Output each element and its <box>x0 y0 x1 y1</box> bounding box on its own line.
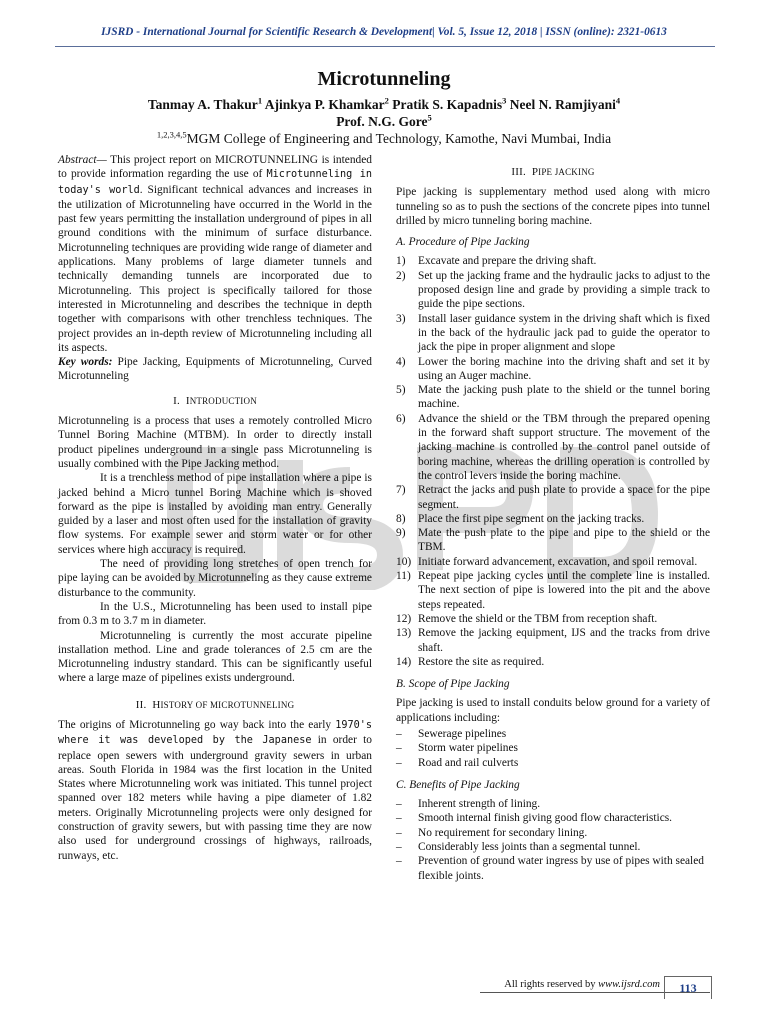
list-item-text: Storm water pipelines <box>418 742 518 755</box>
section-title: IPE JACKING <box>538 167 595 177</box>
section-title: P <box>531 166 539 178</box>
step-number: 11) <box>396 570 411 583</box>
section-title: ISTORY OF MICROTUNNELING <box>160 699 295 710</box>
step-number: 4) <box>396 355 406 368</box>
list-item <box>396 854 710 883</box>
section-number: III. <box>511 166 526 178</box>
history-text: The origins of Microtunneling go way back into the early <box>58 718 336 731</box>
page-number: 113 <box>664 976 712 999</box>
procedure-step <box>396 254 710 268</box>
list-item <box>396 840 710 854</box>
step-number: 14) <box>396 655 412 668</box>
footer-rights <box>504 979 660 990</box>
subsection-heading-procedure: A. Procedure of Pipe Jacking <box>396 236 530 249</box>
author-sup: 1 <box>257 95 263 106</box>
step-text: Initiate forward advancement, excavation, and spoil removal. <box>418 555 698 568</box>
step-number: 12) <box>396 612 412 625</box>
section-heading-introduction <box>58 394 372 408</box>
section-number: I. <box>173 394 180 407</box>
procedure-step <box>396 383 710 412</box>
abstract-text: . Significant technical advances and increases in the utilization of Microtunneling have occurred in the World in the past few years permitting the installation underground of pipes in all ground conditions with the minimum of surface disturbance. Microtunneling techniques are providing wide range of diameter and applications. Many problems of large diameter tunnels and technically demanding tunnels are incorporated due to Microtunneling. This project is specifically tailored for those interested in Microtunneling and describes the technique in depth together with comparisons with other trenchless techniques. The project provides an in-depth review of Microtunneling including all its aspects. <box>58 183 372 354</box>
step-number: 6) <box>396 412 406 425</box>
list-item-text: Prevention of ground water ingress by use of pipes with sealed flexible joints. <box>418 855 704 882</box>
list-item-text: Sewerage pipelines <box>418 727 507 740</box>
step-text: Remove the jacking equipment, IJS and the tracks from drive shaft. <box>418 627 710 654</box>
affiliation-sup: 1,2,3,4,5 <box>156 129 187 140</box>
journal-header: IJSRD - International Journal for Scientific Research & Development| Vol. 5, Issue 12, 2018 | ISSN (online): 2321-0613 <box>101 26 667 38</box>
list-item-text: No requirement for secondary lining. <box>418 826 588 839</box>
section-number: II. <box>135 698 147 711</box>
paragraph <box>58 718 372 863</box>
list-item-text: Inherent strength of lining. <box>418 798 541 811</box>
step-number: 9) <box>396 527 406 540</box>
left-column <box>58 153 372 863</box>
step-text: Excavate and prepare the driving shaft. <box>418 255 597 268</box>
step-text: Retract the jacks and push plate to provide a space for the pipe segment. <box>418 484 710 511</box>
keywords-label: Key words: <box>58 356 113 369</box>
section-title: I <box>185 394 190 407</box>
dash-bullet: – <box>396 826 402 839</box>
step-text: Install laser guidance system in the driving shaft which is fixed in the back of the hydraulic jack pad to guide the operator to jack the pipe in proper alignment and slope <box>418 312 710 354</box>
step-text: Mate the jacking push plate to the shield or the tunnel boring machine. <box>418 384 710 411</box>
section-heading-pipe-jacking <box>396 165 710 179</box>
step-number: 5) <box>396 384 406 397</box>
step-number: 1) <box>396 255 406 268</box>
procedure-step <box>396 483 710 512</box>
author-sup: 3 <box>502 95 507 106</box>
procedure-step <box>396 655 710 669</box>
procedure-step <box>396 355 710 384</box>
step-number: 7) <box>396 484 406 497</box>
list-item-text: Road and rail culverts <box>418 756 519 769</box>
section-title: NTRODUCTION <box>189 395 257 406</box>
author-sup: 5 <box>427 112 432 123</box>
procedure-step <box>396 555 710 569</box>
author-sup: 4 <box>615 95 621 106</box>
paragraph: Microtunneling is a process that uses a remotely controlled Micro Tunnel Boring Machine (MTBM). In order to directly install product pipelines underground in a single pass Microtunneling is usually combined with the Pipe Jacking method. <box>58 415 372 470</box>
author-name: Prof. N.G. Gore <box>336 114 428 129</box>
affiliation-text: MGM College of Engineering and Technology, Kamothe, Navi Mumbai, India <box>186 131 612 146</box>
step-number: 13) <box>396 627 412 640</box>
scope-list <box>396 727 710 770</box>
affiliation <box>0 131 768 147</box>
list-item <box>396 756 710 770</box>
dash-bullet: – <box>396 812 402 825</box>
right-column <box>396 153 710 883</box>
section-heading-history <box>58 698 372 712</box>
step-text: Set up the jacking frame and the hydraulic jacks to adjust to the proposed design line and grade by providing a simple track to guide the pipe sections. <box>418 269 710 311</box>
subsection-heading-scope: B. Scope of Pipe Jacking <box>396 678 510 691</box>
subsection-heading-benefits: C. Benefits of Pipe Jacking <box>396 778 520 791</box>
dash-bullet: – <box>396 742 402 755</box>
author-line-2 <box>0 113 768 130</box>
author-name: Ajinkya P. Khamkar <box>264 97 385 112</box>
step-text: Advance the shield or the TBM through the prepared opening in the forward shaft support structure. The movement of the jacking machine is controlled by the control panel outside of boring machine, whereas the drilling operation is controlled by the control levers inside the boring machine. <box>418 412 710 482</box>
footer-url-link[interactable]: www.ijsrd.com <box>598 979 660 990</box>
keywords-text: Pipe Jacking, Equipments of Microtunneling, Curved Microtunneling <box>58 356 372 383</box>
abstract <box>58 153 372 355</box>
benefits-list <box>396 797 710 883</box>
step-text: Restore the site as required. <box>418 655 545 668</box>
step-number: 3) <box>396 312 406 325</box>
author-name: Neel N. Ramjiyani <box>509 97 616 112</box>
author-sup: 2 <box>384 95 389 106</box>
list-item <box>396 826 710 840</box>
paragraph: It is a trenchless method of pipe installation where a pipe is jacked behind a Micro tunnel Boring Machine which is shoved forward as the pipe is installed by avoiding man entry. Generally guided by a laser and most often used for the installation of gravity flow systems. For example sewer and storm water or for other services where high accuracy is required. <box>58 472 372 556</box>
step-number: 2) <box>396 269 406 282</box>
list-item-text: Smooth internal finish giving good flow characteristics. <box>418 812 673 825</box>
dash-bullet: – <box>396 798 402 811</box>
author-name: Tanmay A. Thakur <box>147 97 258 112</box>
abstract-label: Abstract— <box>58 154 107 166</box>
dash-bullet: – <box>396 841 402 854</box>
author-line-1 <box>0 96 768 113</box>
procedure-step <box>396 626 710 655</box>
dash-bullet: – <box>396 756 402 769</box>
procedure-step <box>396 569 710 612</box>
step-text: Repeat pipe jacking cycles until the complete line is installed. The next section of pipe is lowered into the pit and the above steps repeated. <box>418 570 710 611</box>
paragraph: Pipe jacking is supplementary method used along with micro tunneling so as to push the sections of the concrete pipes into tunnel drilled by micro tunneling boring machine. <box>396 186 710 227</box>
step-number: 10) <box>396 555 412 568</box>
keywords <box>58 355 372 384</box>
dash-bullet: – <box>396 727 402 740</box>
procedure-step <box>396 312 710 355</box>
list-item <box>396 797 710 811</box>
list-item-text: Considerably less joints than a segmental tunnel. <box>418 841 641 854</box>
step-text: Lower the boring machine into the driving shaft and set it by using an Auger machine. <box>418 355 710 382</box>
section-title: H <box>152 698 161 711</box>
author-name: Pratik S. Kapadnis <box>392 97 503 112</box>
list-item <box>396 727 710 741</box>
list-item <box>396 811 710 825</box>
procedure-step <box>396 269 710 312</box>
step-text: Mate the push plate to the pipe and pipe to the shield or the TBM. <box>418 527 710 554</box>
paragraph: Pipe jacking is used to install conduits below ground for a variety of applications including: <box>396 697 710 724</box>
dash-bullet: – <box>396 855 402 868</box>
paragraph: Microtunneling is currently the most accurate pipeline installation method. Line and grade tolerances of 2.5 cm are the Microtunneling industry standard. This can be significantly useful where a large maze of pipelines exists underground. <box>58 629 372 685</box>
author-list <box>0 96 768 130</box>
history-text: 1970's where it was developed by the Japanese <box>58 719 372 747</box>
procedure-step <box>396 412 710 483</box>
procedure-steps-list <box>396 254 710 669</box>
footer-text: All rights reserved by <box>504 979 599 990</box>
list-item <box>396 741 710 755</box>
step-text: Place the first pipe segment on the jacking tracks. <box>418 512 645 525</box>
paragraph: In the U.S., Microtunneling has been used to install pipe from 0.3 m to 3.7 m in diameter. <box>58 600 372 628</box>
step-number: 8) <box>396 512 406 525</box>
procedure-step <box>396 512 710 526</box>
procedure-step <box>396 612 710 626</box>
header-rule <box>55 46 715 47</box>
abstract-text: Microtunneling in today's world <box>58 169 372 196</box>
abstract-text: This project report on MICROTUNNELING is intended to provide information regarding the use of <box>58 154 372 181</box>
history-text: in order to replace open sewers with underground gravity sewers in urban areas. South Florida in 1984 was the first location in the United States where Microtunneling work was initiated. This tunnel project spanned over 182 meters while having a pipe diameter of 1.82 meters. Originally Microtunneling projects were only designed for construction of gravity sewers, but with passing time they are now also used for underground crossings of highways, railroads, runways, etc. <box>58 734 373 862</box>
step-text: Remove the shield or the TBM from reception shaft. <box>418 612 658 625</box>
paper-title: Microtunneling <box>317 68 451 90</box>
procedure-step <box>396 526 710 555</box>
paragraph: The need of providing long stretches of open trench for pipe laying can be avoided by Microtunneling as they cause extreme disturbance to the community. <box>58 558 372 599</box>
